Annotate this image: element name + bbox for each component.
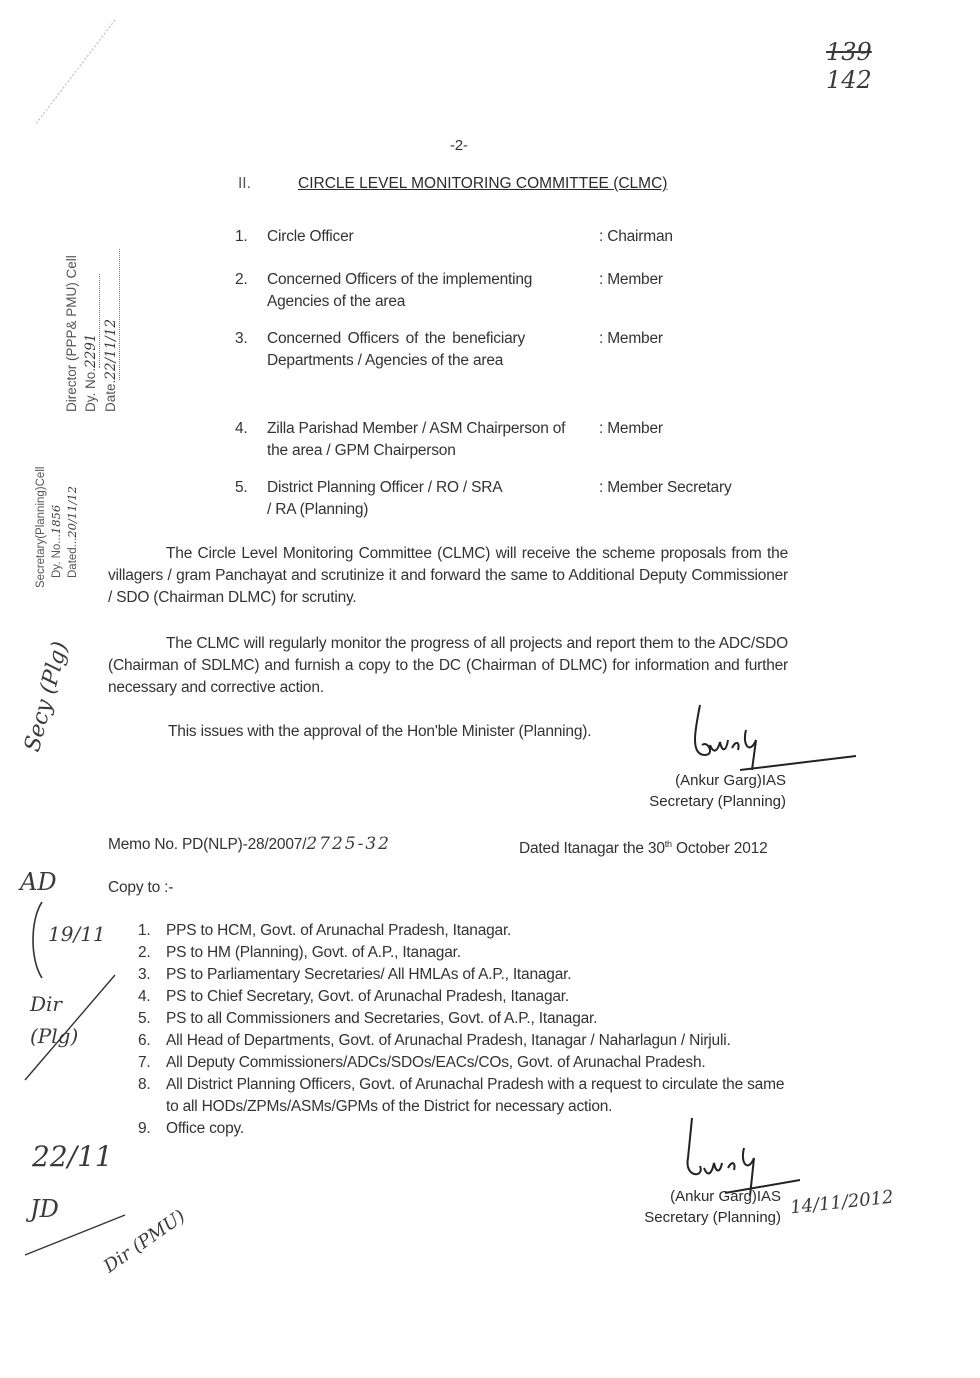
copy-item-text: PS to Parliamentary Secretaries/ All HMLAs of A.P., Itanagar. — [166, 966, 572, 983]
stamp-title: Secretary(Planning)Cell — [35, 466, 47, 588]
secretary-cell-stamp — [34, 467, 81, 588]
margin-note-dir: Dir (Plg) — [30, 992, 79, 1048]
copy-item-text: All Head of Departments, Govt. of Arunachal Pradesh, Itanagar / Naharlagun / Nirjuli. — [166, 1032, 731, 1049]
stamp-dy-no-label: Dy. No... — [51, 534, 63, 578]
current-page-number: 142 — [826, 66, 872, 94]
scan-mark — [30, 15, 130, 135]
copy-item-number: 3. — [138, 966, 151, 983]
member-role: : Member — [599, 420, 663, 437]
copy-item — [138, 942, 798, 964]
member-row — [235, 226, 795, 248]
paragraph-monitor-progress — [108, 633, 788, 699]
signatory-name: (Ankur Garg)IAS — [675, 772, 786, 789]
margin-note-date: 22/11 — [32, 1140, 113, 1173]
copy-item-text: PPS to HCM, Govt. of Arunachal Pradesh, Itanagar. — [166, 922, 512, 939]
approval-line: This issues with the approval of the Hon'ble Minister (Planning). — [168, 723, 592, 740]
member-number: 1. — [235, 228, 248, 245]
member-number: 4. — [235, 420, 248, 437]
stamp-date — [101, 249, 121, 412]
member-desc: Zilla Parishad Member / ASM Chairperson of the area / GPM Chairperson — [267, 420, 566, 459]
section-title: CIRCLE LEVEL MONITORING COMMITTEE (CLMC) — [298, 175, 668, 192]
member-number: 2. — [235, 271, 248, 288]
copy-item-number: 5. — [138, 1010, 151, 1027]
memo-handwritten-number: 2725-32 — [306, 834, 391, 854]
paragraph-text: The Circle Level Monitoring Committee (CLMC) will receive the scheme proposals from the villagers / gram Panchayat and scrutinize it and forward the same to Additional Deputy Commissioner / SDO (Chairman DLMC) for scrutiny. — [108, 545, 788, 606]
stamp-title: Director (PPP& PMU) Cell — [64, 255, 79, 412]
member-number: 5. — [235, 479, 248, 496]
copy-item-number: 6. — [138, 1032, 151, 1049]
corner-annotation — [826, 38, 872, 94]
margin-note-jd: JD — [30, 1195, 59, 1223]
memo-date — [519, 833, 768, 860]
paragraph-receive-proposals — [108, 543, 788, 609]
signatory-designation: Secretary (Planning) — [649, 793, 786, 810]
member-role: : Member — [599, 330, 663, 347]
copy-item — [138, 920, 798, 942]
copy-item — [138, 1052, 798, 1074]
director-cell-stamp — [62, 249, 121, 412]
copy-item-number: 9. — [138, 1120, 151, 1137]
member-desc: Concerned Officers of the implementing Agencies of the area — [267, 271, 533, 310]
stamp-dy-no-label: Dy. No. — [83, 367, 98, 412]
copy-item-text: PS to all Commissioners and Secretaries, Govt. of A.P., Itanagar. — [166, 1010, 598, 1027]
stamp-date-value: 20/11/12 — [65, 486, 79, 538]
margin-strike — [20, 970, 120, 1090]
member-desc: Circle Officer — [267, 228, 354, 245]
stamp-date-label: Dated... — [67, 537, 79, 578]
stamp-date-label: Date. — [103, 379, 118, 412]
section-heading — [238, 175, 798, 193]
member-desc: District Planning Officer / RO / SRA / RA (Planning) — [267, 479, 502, 518]
margin-note-secy: Secy (Plg) — [20, 638, 74, 755]
paragraph-text: The CLMC will regularly monitor the progress of all projects and report them to the ADC/SDO (Chairman of SDLMC) and furnish a copy to the DC (Chairman of DLMC) for information and further necessary and corrective action. — [108, 635, 788, 696]
stamp-dy-no-value: 2291 — [83, 274, 100, 368]
memo-date-sup: th — [664, 839, 672, 849]
copy-item — [138, 1008, 798, 1030]
copy-item-number: 8. — [138, 1076, 151, 1093]
copy-item-text: PS to HM (Planning), Govt. of A.P., Itanagar. — [166, 944, 461, 961]
margin-bracket — [28, 900, 48, 980]
member-role: : Member Secretary — [599, 479, 732, 496]
copy-item — [138, 1074, 798, 1118]
memo-date-suffix: October 2012 — [671, 840, 768, 858]
copy-item — [138, 986, 798, 1008]
member-role: : Chairman — [599, 228, 673, 245]
margin-note-ad-date: 19/11 — [48, 922, 106, 946]
copy-to-list — [138, 920, 798, 1140]
signature-2-date: 14/11/2012 — [789, 1186, 895, 1219]
page-number: -2- — [450, 137, 468, 154]
memo-number-label: Memo No. PD(NLP)-28/2007/ — [108, 836, 307, 853]
signatory-name: (Ankur Garg)IAS — [670, 1188, 781, 1205]
copy-to-label: Copy to :- — [108, 879, 174, 896]
member-row — [235, 269, 795, 313]
copy-item-number: 7. — [138, 1054, 151, 1071]
stamp-dy-no — [49, 467, 65, 588]
stamp-dy-no-value: 1856 — [49, 504, 63, 535]
stamp-date — [65, 467, 81, 588]
copy-item-text: All Deputy Commissioners/ADCs/SDOs/EACs/COs, Govt. of Arunachal Pradesh. — [166, 1054, 706, 1071]
member-row — [235, 477, 795, 521]
copy-item-number: 1. — [138, 922, 151, 939]
stamp-dy-no — [81, 249, 101, 412]
member-role: : Member — [599, 271, 663, 288]
copy-item-text: PS to Chief Secretary, Govt. of Arunachal Pradesh, Itanagar. — [166, 988, 569, 1005]
copy-item-text: All District Planning Officers, Govt. of Arunachal Pradesh with a request to circulate the same to all HODs/ZPMs/ASMs/GPMs of the District for necessary action. — [166, 1076, 785, 1115]
memo-number — [108, 833, 391, 856]
member-number: 3. — [235, 330, 248, 347]
section-numeral: II. — [238, 175, 251, 192]
copy-item-text: Office copy. — [166, 1120, 245, 1137]
signature-1-scribble — [680, 700, 860, 780]
copy-item — [138, 1030, 798, 1052]
margin-note-dir-pmu: Dir (PMU) — [100, 1205, 190, 1278]
signature-1-block — [600, 770, 786, 812]
member-row — [235, 418, 795, 462]
copy-item-number: 4. — [138, 988, 151, 1005]
signatory-designation: Secretary (Planning) — [644, 1209, 781, 1226]
copy-item-number: 2. — [138, 944, 151, 961]
signature-2-block — [595, 1186, 781, 1228]
memo-date-prefix: Dated Itanagar the 30 — [519, 840, 665, 858]
stamp-date-value: 22/11/12 — [103, 249, 120, 380]
struck-page-number: 139 — [826, 38, 872, 66]
copy-item — [138, 964, 798, 986]
member-row — [235, 328, 795, 394]
member-desc: Concerned Officers of the beneficiary Departments / Agencies of the area — [267, 330, 525, 369]
margin-note-ad: AD — [20, 868, 57, 896]
